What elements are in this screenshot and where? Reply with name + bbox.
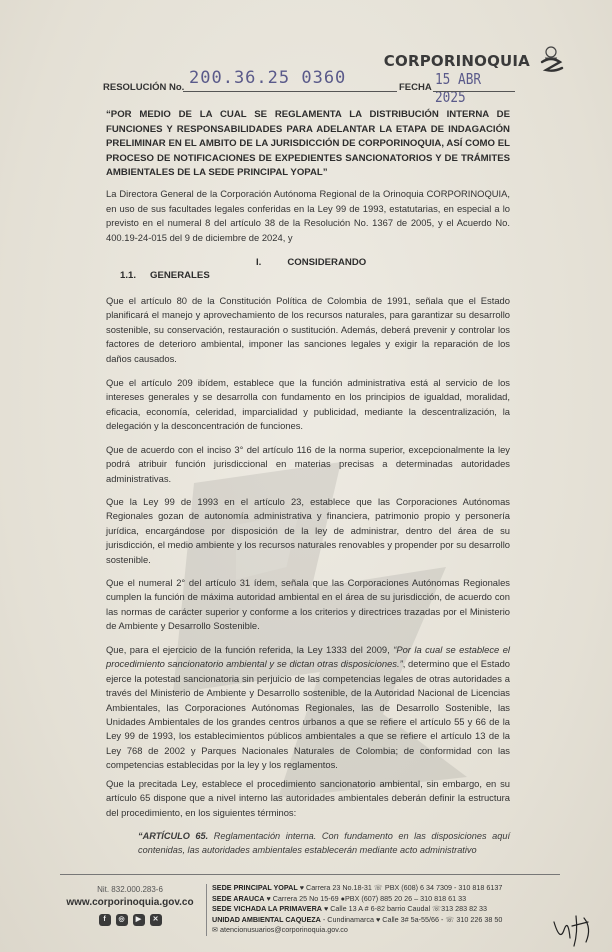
corporinoquia-emblem-icon <box>536 44 566 78</box>
resolution-underline <box>183 91 397 92</box>
footer-identity <box>60 885 200 926</box>
sede-caqueza <box>212 915 557 926</box>
sede-vichada-info: ♥ Calle 13 A # 6-82 barrio Caudal ☏313 283 82 33 <box>323 904 488 914</box>
sede-vichada-name: SEDE VICHADA LA PRIMAVERA <box>212 904 322 914</box>
paragraph-art-116: Que de acuerdo con el inciso 3° del artículo 116 de la norma superior, excepcionalmente la ley podrá atribuir función jurisdiccional en materias precisas a determinadas autoridades administrativas. <box>106 444 510 484</box>
quote-article-head: “ARTÍCULO 65. <box>138 831 209 841</box>
sede-arauca-info: ♥ Carrera 25 No 15-69 ●PBX (607) 885 20 26 – 310 818 61 33 <box>266 893 467 903</box>
instagram-icon[interactable]: ◎ <box>116 914 128 926</box>
sede-caqueza-name: UNIDAD AMBIENTAL CAQUEZA <box>212 914 321 924</box>
paragraph-ley-99-art-23: Que la Ley 99 de 1993 en el artículo 23, establece que las Corporaciones Autónomas Regionales gozan de autonomía administrativa y financiera, patrimonio propio y personería jurídica, encargándose por disposición de la ley de administrar, dentro del área de su jurisdicción, el medio ambiente y los recursos naturales renovables y propender por su desarrollo sostenible. <box>106 496 510 565</box>
sede-vichada <box>212 904 557 915</box>
date-stamp: 15 ABR 2025 <box>435 70 482 106</box>
footer-website-link[interactable]: www.corporinoquia.gov.co <box>66 897 194 908</box>
paragraph-ley-1333-italic: “Por la cual se establece el procedimiento sancionatorio ambiental y se dictan otras disposiciones.” <box>106 644 510 670</box>
quoted-article-65 <box>138 829 510 858</box>
paragraph-art-209: Que el artículo 209 ibídem, establece que la función administrativa está al servicio de los intereses generales y se desarrolla con fundamento en los principios de igualdad, moralidad, eficacia, economía, celeridad, imparcialidad y publicidad, mediante la descentralización, la delegación y la desconcentración de funciones. <box>106 377 510 432</box>
youtube-icon[interactable]: ▶ <box>133 914 145 926</box>
paragraph-art-80: Que el artículo 80 de la Constitución Política de Colombia de 1991, señala que el Estado planificará el manejo y aprovechamiento de los recursos naturales, para garantizar su desarrollo sostenible, su conservación, restauración o sustitución. Además, deberá prevenir y controlar los factores de deterioro ambiental, imponer las sanciones legales y exigir la reparación de los daños causados. <box>106 295 510 364</box>
sede-yopal-info: ♥ Carrera 23 No.18-31 ☏ PBX (608) 6 34 7309 - 310 818 6137 <box>299 883 503 892</box>
subsection-heading <box>120 270 210 281</box>
subsection-number: 1.1. <box>120 270 137 281</box>
section-number: I. <box>256 257 262 268</box>
section-title: CONSIDERANDO <box>287 257 367 268</box>
intro-paragraph: La Directora General de la Corporación Autónoma Regional de la Orinoquia CORPORINOQUIA, en uso de sus facultades legales conferidas en la Ley 99 de 1993, estatutarias, en especial a lo previsto en el numeral 8 del artículo 38 de la Resolución No. 1367 de 2005, y el Acuerdo No. 400.19-24-015 del 9 de diciembre de 2024, y <box>106 188 510 243</box>
date-label: FECHA <box>399 82 432 93</box>
handwritten-signature <box>548 912 598 948</box>
paragraph-art-31: Que el numeral 2° del artículo 31 ídem, señala que las Corporaciones Autónomas Regionales cumplen la función de máxima autoridad ambiental en el área de su jurisdicción, de acuerdo con las normas de carácter superior y conforme a los criterios y directrices trazadas por el Ministerio de Ambiente y Desarrollo Sostenible. <box>106 577 510 632</box>
social-icons <box>60 914 200 926</box>
facebook-icon[interactable]: f <box>99 914 111 926</box>
resolution-title: “POR MEDIO DE LA CUAL SE REGLAMENTA LA DISTRIBUCIÓN INTERNA DE FUNCIONES Y RESPONSABILIDADES PARA ADELANTAR LA ETAPA DE INDAGACIÓN PRELIMINAR EN EL AMBITO DE LA JURISDICCIÓN DE CORPORINOQUIA, ASÍ COMO EL PROCESO DE NOTIFICACIONES DE EXPEDIENTES SANCIONATORIOS Y DE TRÁMITES AMBIENTALES DE LA SEDE PRINCIPAL YOPAL” <box>106 109 510 179</box>
section-heading <box>256 257 366 268</box>
sede-yopal <box>212 883 557 894</box>
footer-nit: Nit. 832.000.283-6 <box>97 885 163 894</box>
quote-article-text: Reglamentación interna. Con fundamento en las disposiciones aquí contenidas, las autoridades ambientales establecerán mediante acto administrativo <box>138 831 511 856</box>
paragraph-ley-1333-intro: Que, para el ejercicio de la función referida, la Ley 1333 del 2009, <box>106 644 394 655</box>
paragraph-ley-1333-rest: , determino que el Estado ejerce la potestad sancionatoria sin perjuicio de las competencias legales de otras autoridades a través del Ministerio de Ambiente y Desarrollo sostenible, de la Autoridad Nacional de Licencias Ambientales, las Corporaciones Autónomas Regionales, las de Desarrollo Sostenible, las Unidades Ambientales de los grandes centros urbanos a que se refiere el artículo 55 y 66 de la Ley 99 de 1993, los establecimientos públicos ambientales a que se refiere el artículo 13 de la Ley 768 de 2002 y Parques Nacionales Naturales de Colombia; de conformidad con las competencias establecidas por la ley y los reglamentos. <box>106 658 510 771</box>
sede-arauca-name: SEDE ARAUCA <box>212 893 265 903</box>
sede-arauca <box>212 894 557 905</box>
brand-name: CORPORINOQUIA <box>383 52 530 70</box>
sede-yopal-name: SEDE PRINCIPAL YOPAL <box>212 883 298 892</box>
subsection-title: GENERALES <box>150 270 210 281</box>
footer-email[interactable]: ✉ atencionusuarios@corporinoquia.gov.co <box>212 925 348 935</box>
resolution-label: RESOLUCIÓN No. <box>103 82 185 93</box>
footer-divider-line <box>60 874 560 875</box>
date-underline <box>433 91 515 92</box>
footer-vertical-divider <box>206 884 207 936</box>
resolution-number: 200.36.25 0360 <box>189 68 347 88</box>
paragraph-art-65: Que la precitada Ley, establece el procedimiento sancionatorio ambiental, sin embargo, en su artículo 65 dispone que a nivel interno las autoridades ambientales deberán definir la estructura del procedimiento, en los siguientes términos: <box>106 778 510 818</box>
sede-caqueza-info: - Cundinamarca ♥ Calle 3# 5a-55/66 - ☏ 310 226 38 50 <box>322 914 503 924</box>
paragraph-ley-1333 <box>106 643 510 773</box>
x-twitter-icon[interactable]: ✕ <box>150 914 162 926</box>
resolution-header <box>103 68 513 106</box>
footer-sedes <box>212 883 557 936</box>
